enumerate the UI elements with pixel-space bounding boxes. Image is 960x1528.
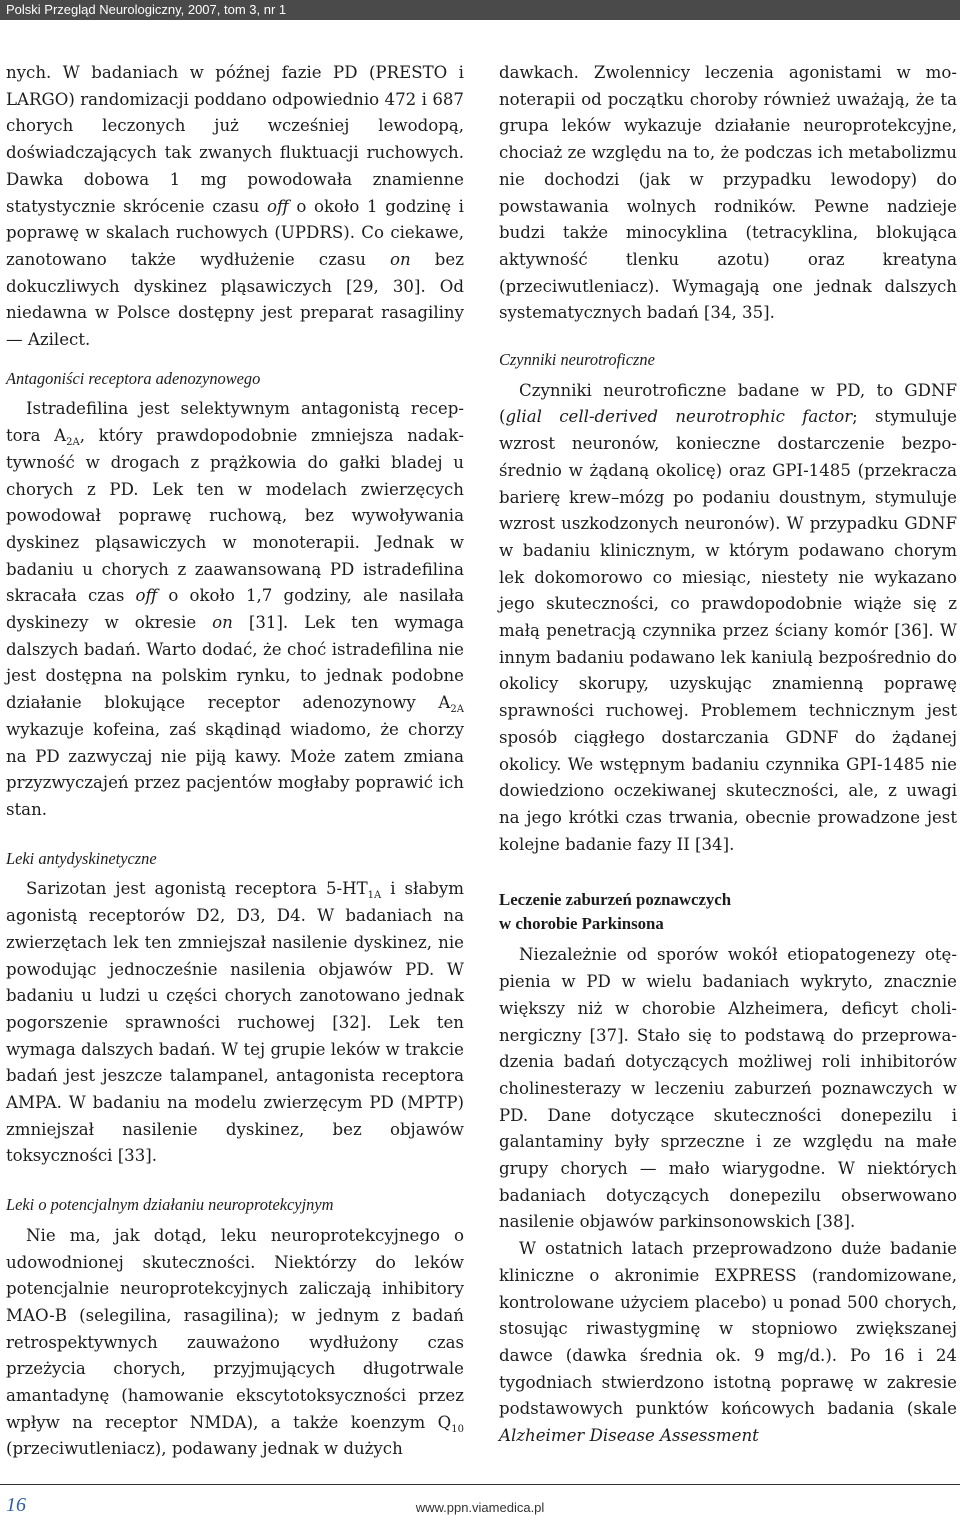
text: (przeciwutleniacz), podawany jednak w dużych	[6, 1439, 403, 1459]
term-adas: Alzheimer Disease Assessment	[499, 1426, 759, 1446]
heading-line: Leczenie zaburzeń poznawczych	[499, 890, 732, 910]
text: o około 1 godzinę i poprawę w skalach ruchowych (UPDRS). Co ciekawe, zanotowano także wydłużenie czasu	[6, 196, 464, 269]
paragraph: dawkach. Zwolennicy leczenia agonistami w monoterapii od początku choroby również uważają, że ta grupa leków wykazuje działanie neuroprotekcyjne, chociaż ze względu na to, że podczas ich metabolizmu nie dochodzi (jak w przypadku lewodopy) do powstawania wolnych rodników. Pewne nadzieje budzi także minocyklina (tetracyklina, blokująca aktywność tlenku azotu) oraz kreatyna (przeciwutleniacz). Wymagają one jednak dalszych systematycznych badań [34, 35].	[499, 63, 957, 323]
paragraph: Niezależnie od sporów wokół etiopatogenezy otępienia w PD w wielu badaniach wykryto, znacznie większy niż w chorobie Alzheimera, deficyt cholinergiczny [37]. Stało się to podstawą do przeprowadzenia badań dotyczących możliwej roli inhibitorów cholinesterazy w leczeniu zaburzeń poznawczych w PD. Dane dotyczące skuteczności donepezilu i galantaminy były sprzeczne i ze względu na małe grupy chorych — mało wiarygodne. W niektórych badaniach dotyczących donepezilu obserwowano nasilenie objawów parkinsonowskich [38].	[499, 945, 957, 1232]
text: Nie ma, jak dotąd, leku neuroprotekcyjnego o udowodnionej skuteczności. Niektórzy do leków potencjalnie neuroprotekcyjnych zaliczają inhibitory MAO-B (selegilina, rasagilina); w jednym z badań retrospektywnych zauważono wydłużony czas przeżycia chorych, przyjmujących długotrwale amantadynę (hamowanie ekscytotoksyczności przez wpływ na receptor NMDA), a także koenzym Q	[6, 1225, 464, 1432]
paragraph	[499, 378, 957, 859]
paragraph	[6, 876, 464, 1170]
text: i słabym agonistą receptorów D2, D3, D4. W badaniach na zwierzętach lek ten zmniejszał nasilenie dyskinez, nie powodując jednocześnie nasilenia objawów PD. W badaniu u ludzi u części chorych zanotowano jednak pogorszenie sprawności ruchowej [32]. Lek ten wymaga dalszych badań. W tej grupie leków w trakcie badań jest jeszcze talampanel, antagonista receptora AMPA. W badaniu na modelu zwierzęcym PD (MPTP) zmniejszał nasilenie dyskinez, bez objawów toksyczności [33].	[6, 879, 464, 1166]
paragraph	[6, 396, 464, 823]
text: bez dokuczliwych dyskinez pląsawiczych [29, 30]. Od niedawna w Polsce dostępny jest preparat rasagiliny — Azilect.	[6, 249, 464, 350]
text: ; stymuluje wzrost neuronów, konieczne dostarczenie bezpośrednio w żądaną okolicę) oraz GPI-1485 (przekracza barierę krew–mózg po podaniu doustnym, stymuluje wzrost uszkodzonych neuronów). W przypadku GDNF w badaniu klinicznym, w którym podawano chorym lek dokomorowo co miesiąc, niestety nie wykazano jego skuteczności, co prawdopodobnie wiąże się z małą penetracją czynnika przez ściany komór [36]. W innym badaniu podawano lek kaniulą bezpośrednio do okolicy skorupy, uzyskując znamienną poprawę sprawności ruchowej. Problemem technicznym jest sposób ciągłego dostarczania GDNF do żądanej okolicy. We wstępnym badaniu czynnika GPI-1485 nie dowiedziono oczekiwanej skuteczności, ale, z uwagi na jego krótki czas trwania, obecnie prowadzone jest kolejne badanie fazy II [34].	[499, 407, 957, 854]
section-heading: Leki antydyskinetyczne	[6, 848, 157, 868]
paragraph	[6, 1223, 464, 1463]
term-off: off	[135, 586, 158, 606]
paragraph	[6, 60, 464, 354]
footer-rule	[0, 1484, 960, 1485]
subscript: 1A	[367, 890, 382, 902]
text: [31]. Lek ten wymaga dalszych badań. Warto dodać, że choć istradefilina nie jest dostępna na polskim rynku, to jednak podobne działanie blokujące receptor adenozynowy A	[6, 613, 465, 713]
text: o około 1,7 godziny, ale nasilała dyskinezy w okresie	[6, 586, 464, 633]
term-on: on	[390, 249, 411, 269]
section-heading: Antagoniści receptora adenozynowego	[6, 368, 261, 388]
section-heading: Czynniki neurotroficzne	[499, 350, 655, 370]
journal-title: Polski Przegląd Neurologiczny, 2007, tom 3, nr 1	[6, 2, 287, 17]
text: wykazuje kofeina, zaś skądinąd wiadomo, że chorzy na PD zazwyczaj nie piją kawy. Może zatem zmiana przyzwyczajeń przez pacjentów mogłaby poprawić ich stan.	[6, 719, 464, 819]
term-on: on	[212, 613, 233, 633]
text: W ostatnich latach przeprowadzono duże badanie kliniczne o akronimie EXPRESS (randomizowane, kontrolowane użyciem placebo) u ponad 500 chorych, stosując riwastygminę w stopniowo zwiększanej dawce (dawka średnia ok. 9 mg/d.). Po 16 i 24 tygodniach stwierdzono istotną poprawę w zakresie podstawowych punktów końcowych badania (skale	[499, 1239, 957, 1419]
text: Istradefilina jest selektywnym antagonistą receptora A	[6, 399, 464, 446]
text: Czynniki neurotroficzne badane w PD, to GDNF (	[499, 380, 957, 427]
term-gdnf: glial cell-derived neurotrophic factor	[505, 407, 853, 427]
text: , który prawdopodobnie zmniejsza nadaktywność w drogach z prążkowia do gałki bladej u chorych z PD. Lek ten w modelach zwierzęcych powodował poprawę ruchową, bez wywoływania dyskinez pląsawiczych w monoterapii. Jednak w badaniu u chorych z zaawansowaną PD istradefilina skracała czas	[6, 426, 464, 606]
footer-url: www.ppn.viamedica.pl	[415, 1500, 545, 1515]
text: nych. W badaniach w późnej fazie PD (PRESTO i LARGO) randomizacji poddano odpowiednio 472 i 687 chorych leczonych już wcześniej lewodopą, doświadczających tak zwanych fluktuacji ruchowych. Dawka dobowa 1 mg powodowała znamienne statystycznie skrócenie czasu	[6, 63, 464, 216]
subscript: 2A	[450, 704, 464, 716]
subscript: 2A	[66, 437, 80, 449]
left-column	[6, 60, 464, 1463]
heading-line: w chorobie Parkinsona	[499, 914, 664, 934]
page-number: 16	[6, 1494, 26, 1516]
section-heading-bold	[499, 888, 957, 936]
journal-header-bar	[0, 0, 960, 20]
term-off: off	[267, 196, 289, 216]
paragraph	[499, 1236, 957, 1450]
text: Sarizotan jest agonistą receptora 5-HT	[26, 879, 368, 899]
section-heading: Leki o potencjalnym działaniu neuroprotekcyjnym	[6, 1195, 334, 1215]
subscript: 10	[451, 1423, 464, 1435]
right-column	[499, 60, 957, 1450]
